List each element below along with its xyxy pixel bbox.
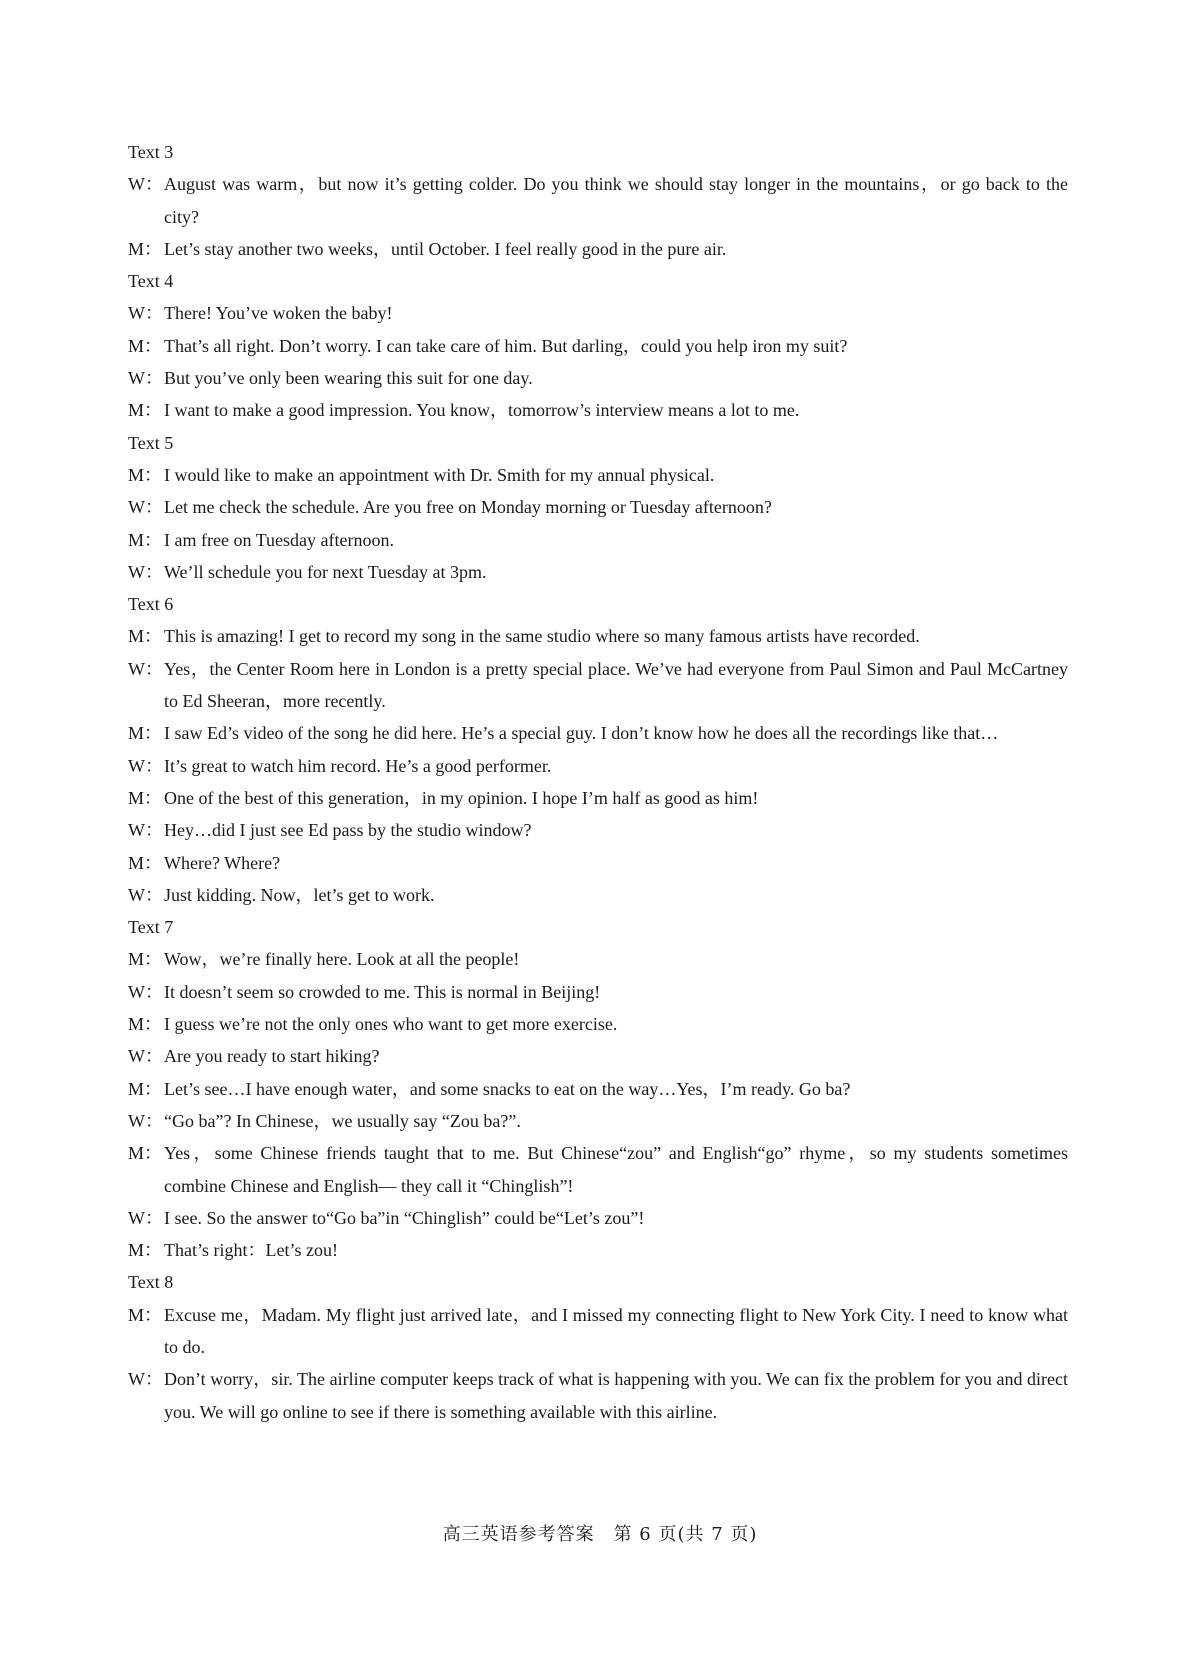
dialogue-turn: [128, 653, 1068, 718]
transcript-body: [128, 136, 1068, 1428]
utterance: I would like to make an appointment with Dr. Smith for my annual physical.: [164, 464, 715, 485]
speaker-label: M：: [128, 335, 163, 356]
speaker-label: M：: [128, 238, 163, 259]
speaker-label: M：: [128, 626, 163, 647]
page-footer: 高三英语参考答案 第 6 页(共 7 页): [442, 1524, 758, 1545]
speaker-label: W：: [128, 658, 163, 679]
dialogue-turn: [128, 297, 1068, 329]
dialogue-turn: [128, 394, 1068, 426]
speaker-label: W：: [128, 755, 163, 776]
speaker-label: W：: [128, 368, 163, 389]
speaker-label: M：: [128, 852, 163, 873]
speaker-label: M：: [128, 723, 163, 744]
dialogue-turn: [128, 1234, 1068, 1266]
utterance: That’s right：Let’s zou!: [164, 1240, 338, 1261]
utterance: Let me check the schedule. Are you free on Monday morning or Tuesday afternoon?: [164, 497, 772, 518]
dialogue-turn: [128, 1040, 1068, 1072]
speaker-label: W：: [128, 1046, 163, 1067]
utterance: I see. So the answer to“Go ba”in “Chinglish” could be“Let’s zou”!: [164, 1207, 645, 1228]
utterance: I am free on Tuesday afternoon.: [164, 529, 394, 550]
section-heading: Text 6: [128, 594, 174, 615]
dialogue-turn: [128, 459, 1068, 491]
utterance: “Go ba”? In Chinese，we usually say “Zou ba?”.: [164, 1110, 521, 1131]
dialogue-turn: [128, 717, 1068, 749]
speaker-label: W：: [128, 884, 163, 905]
section-heading: Text 5: [128, 432, 174, 453]
utterance: Hey…did I just see Ed pass by the studio window?: [164, 820, 532, 841]
speaker-label: M：: [128, 1078, 163, 1099]
utterance: There! You’ve woken the baby!: [164, 303, 393, 324]
speaker-label: W：: [128, 303, 163, 324]
utterance: We’ll schedule you for next Tuesday at 3pm.: [164, 561, 487, 582]
dialogue-turn: [128, 1202, 1068, 1234]
section-heading: Text 8: [128, 1272, 174, 1293]
speaker-label: W：: [128, 497, 163, 518]
utterance: It’s great to watch him record. He’s a good performer.: [164, 755, 552, 776]
section-heading: Text 3: [128, 142, 174, 162]
dialogue-turn: [128, 362, 1068, 394]
speaker-label: W：: [128, 1369, 163, 1390]
utterance: Where? Where?: [164, 852, 281, 873]
speaker-label: M：: [128, 1014, 163, 1035]
dialogue-turn: [128, 847, 1068, 879]
speaker-label: W：: [128, 820, 163, 841]
dialogue-turn: [128, 330, 1068, 362]
dialogue-turn: [128, 782, 1068, 814]
speaker-label: M：: [128, 1240, 163, 1261]
utterance: Let’s stay another two weeks，until October. I feel really good in the pure air.: [164, 238, 727, 259]
speaker-label: M：: [128, 787, 163, 808]
section-heading: Text 7: [128, 917, 174, 938]
utterance: Excuse me，Madam. My flight just arrived late，and I missed my connecting flight to New York City. I need to know what to do.: [164, 1304, 1068, 1357]
dialogue-turn: [128, 620, 1068, 652]
dialogue-turn: [128, 524, 1068, 556]
utterance: Yes，some Chinese friends taught that to me. But Chinese“zou” and English“go” rhyme，so my students sometimes combine Chinese and English— they call it “Chinglish”!: [164, 1143, 1068, 1196]
dialogue-turn: [128, 233, 1068, 265]
speaker-label: M：: [128, 529, 163, 550]
speaker-label: W：: [128, 174, 163, 195]
utterance: But you’ve only been wearing this suit for one day.: [164, 368, 533, 389]
utterance: Let’s see…I have enough water，and some snacks to eat on the way…Yes，I’m ready. Go ba?: [164, 1078, 851, 1099]
speaker-label: W：: [128, 561, 163, 582]
dialogue-turn: [128, 168, 1068, 233]
utterance: One of the best of this generation，in my opinion. I hope I’m half as good as him!: [164, 787, 759, 808]
dialogue-turn: [128, 976, 1068, 1008]
dialogue-turn: [128, 1137, 1068, 1202]
dialogue-turn: [128, 879, 1068, 911]
dialogue-turn: [128, 1073, 1068, 1105]
speaker-label: M：: [128, 949, 163, 970]
dialogue-turn: [128, 556, 1068, 588]
dialogue-turn: [128, 1363, 1068, 1428]
speaker-label: M：: [128, 400, 163, 421]
dialogue-turn: [128, 943, 1068, 975]
dialogue-turn: [128, 1008, 1068, 1040]
utterance: I guess we’re not the only ones who want to get more exercise.: [164, 1014, 618, 1035]
utterance: Just kidding. Now，let’s get to work.: [164, 884, 435, 905]
utterance: August was warm，but now it’s getting colder. Do you think we should stay longer in the mountains，or go back to the city?: [164, 174, 1068, 227]
speaker-label: M：: [128, 1304, 163, 1325]
dialogue-turn: [128, 1105, 1068, 1137]
utterance: It doesn’t seem so crowded to me. This is normal in Beijing!: [164, 981, 601, 1002]
dialogue-turn: [128, 491, 1068, 523]
dialogue-turn: [128, 1299, 1068, 1364]
utterance: Yes，the Center Room here in London is a pretty special place. We’ve had everyone from Paul Simon and Paul McCartney to Ed Sheeran，more recently.: [164, 658, 1068, 712]
section-heading: Text 4: [128, 271, 174, 292]
speaker-label: M：: [128, 1143, 163, 1164]
dialogue-turn: [128, 750, 1068, 782]
speaker-label: W：: [128, 1207, 163, 1228]
utterance: I saw Ed’s video of the song he did here. He’s a special guy. I don’t know how he does all the recordings like that…: [164, 723, 999, 744]
utterance: Wow，we’re finally here. Look at all the people!: [164, 949, 520, 970]
dialogue-turn: [128, 814, 1068, 846]
speaker-label: W：: [128, 1110, 163, 1131]
utterance: I want to make a good impression. You know，tomorrow’s interview means a lot to me.: [164, 400, 800, 421]
utterance: That’s all right. Don’t worry. I can take care of him. But darling，could you help iron my suit?: [164, 335, 848, 356]
speaker-label: M：: [128, 464, 163, 485]
speaker-label: W：: [128, 981, 163, 1002]
utterance: Are you ready to start hiking?: [164, 1046, 380, 1067]
utterance: This is amazing! I get to record my song in the same studio where so many famous artists have recorded.: [164, 626, 920, 647]
utterance: Don’t worry，sir. The airline computer keeps track of what is happening with you. We can fix the problem for you and direct you. We will go online to see if there is something available with this airline.: [164, 1369, 1068, 1422]
